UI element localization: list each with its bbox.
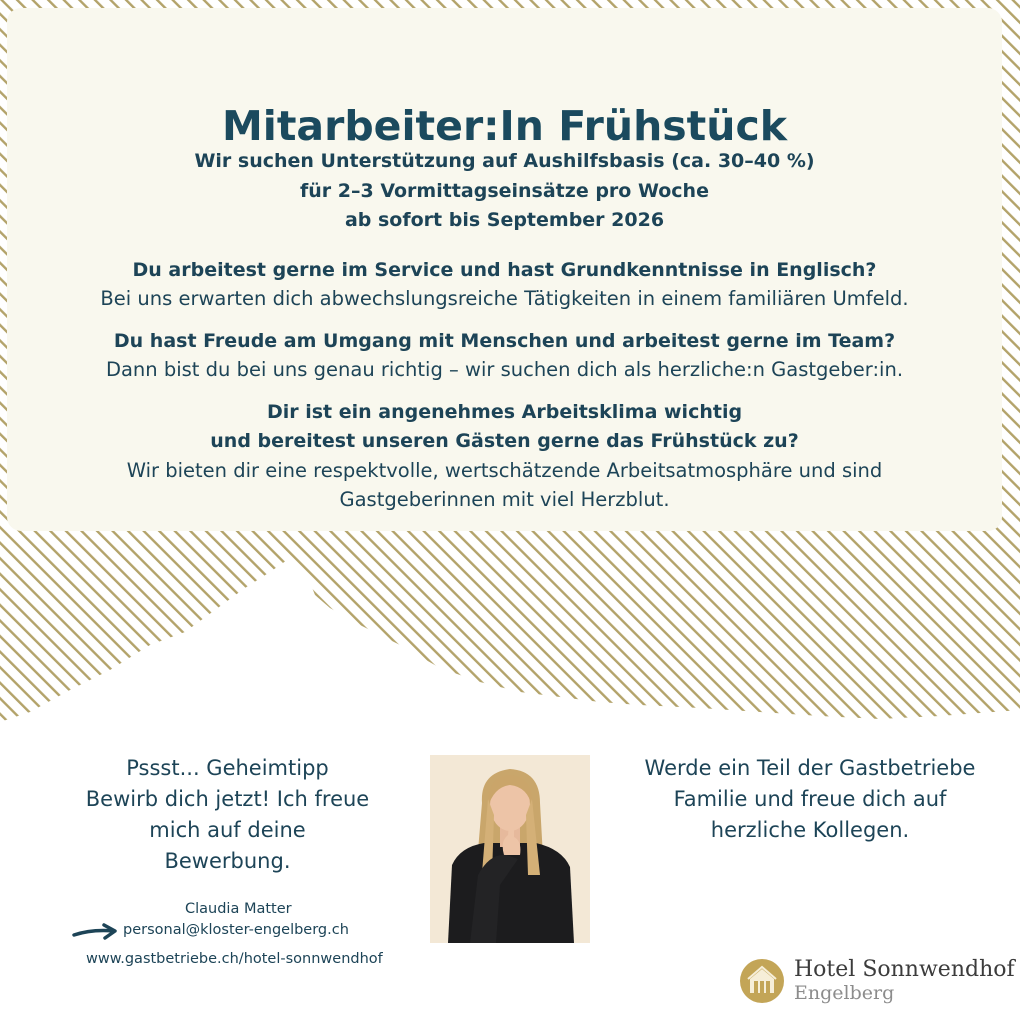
question-3b: und bereitest unseren Gästen gerne das Frühstück zu?	[210, 430, 799, 452]
subtitle-line-3: ab sofort bis September 2026	[344, 209, 665, 231]
contact-name: Claudia Matter	[185, 901, 292, 917]
left-text-line: Bewirb dich jetzt! Ich freue	[85, 787, 370, 811]
portrait-photo	[430, 755, 590, 943]
left-text-line: Bewerbung.	[164, 849, 291, 873]
right-text-line: herzliche Kollegen.	[710, 818, 910, 842]
question-3a: Dir ist ein angenehmes Arbeitsklima wichtig	[266, 401, 743, 423]
contact-email[interactable]: personal@kloster-engelberg.ch	[123, 922, 349, 938]
page-title: Mitarbeiter:In Frühstück	[221, 102, 788, 150]
hotel-logo-icon	[738, 957, 786, 1005]
right-text-block	[625, 753, 995, 846]
subtitle-line-1: Wir suchen Unterstützung auf Aushilfsbasis (ca. 30–40 %)	[194, 150, 815, 172]
left-text-block	[70, 753, 385, 877]
answer-3b: Gastgeberinnen mit viel Herzblut.	[339, 488, 670, 511]
logo-line-2: Engelberg	[794, 982, 895, 1004]
answer-3a: Wir bieten dir eine respektvolle, wertschätzende Arbeitsatmosphäre und sind	[126, 459, 883, 482]
content-panel	[7, 8, 1002, 531]
question-1: Du arbeitest gerne im Service und hast Grundkenntnisse in Englisch?	[132, 259, 877, 281]
answer-1: Bei uns erwarten dich abwechslungsreiche Tätigkeiten in einem familiären Umfeld.	[100, 287, 909, 310]
logo-line-1: Hotel Sonnwendhof	[794, 957, 1015, 982]
website-link[interactable]: www.gastbetriebe.ch/hotel-sonnwendhof	[86, 951, 383, 967]
subtitle-line-2: für 2–3 Vormittagseinsätze pro Woche	[300, 180, 709, 202]
left-text-line: Pssst... Geheimtipp	[126, 756, 329, 780]
right-text-line: Werde ein Teil der Gastbetriebe	[644, 756, 976, 780]
arrow-right-icon	[72, 922, 118, 942]
left-text-line: mich auf deine	[149, 818, 306, 842]
right-text-line: Familie und freue dich auf	[673, 787, 947, 811]
question-2: Du hast Freude am Umgang mit Menschen und arbeitest gerne im Team?	[113, 330, 896, 352]
answer-2: Dann bist du bei uns genau richtig – wir suchen dich als herzliche:n Gastgeber:in.	[105, 358, 904, 381]
